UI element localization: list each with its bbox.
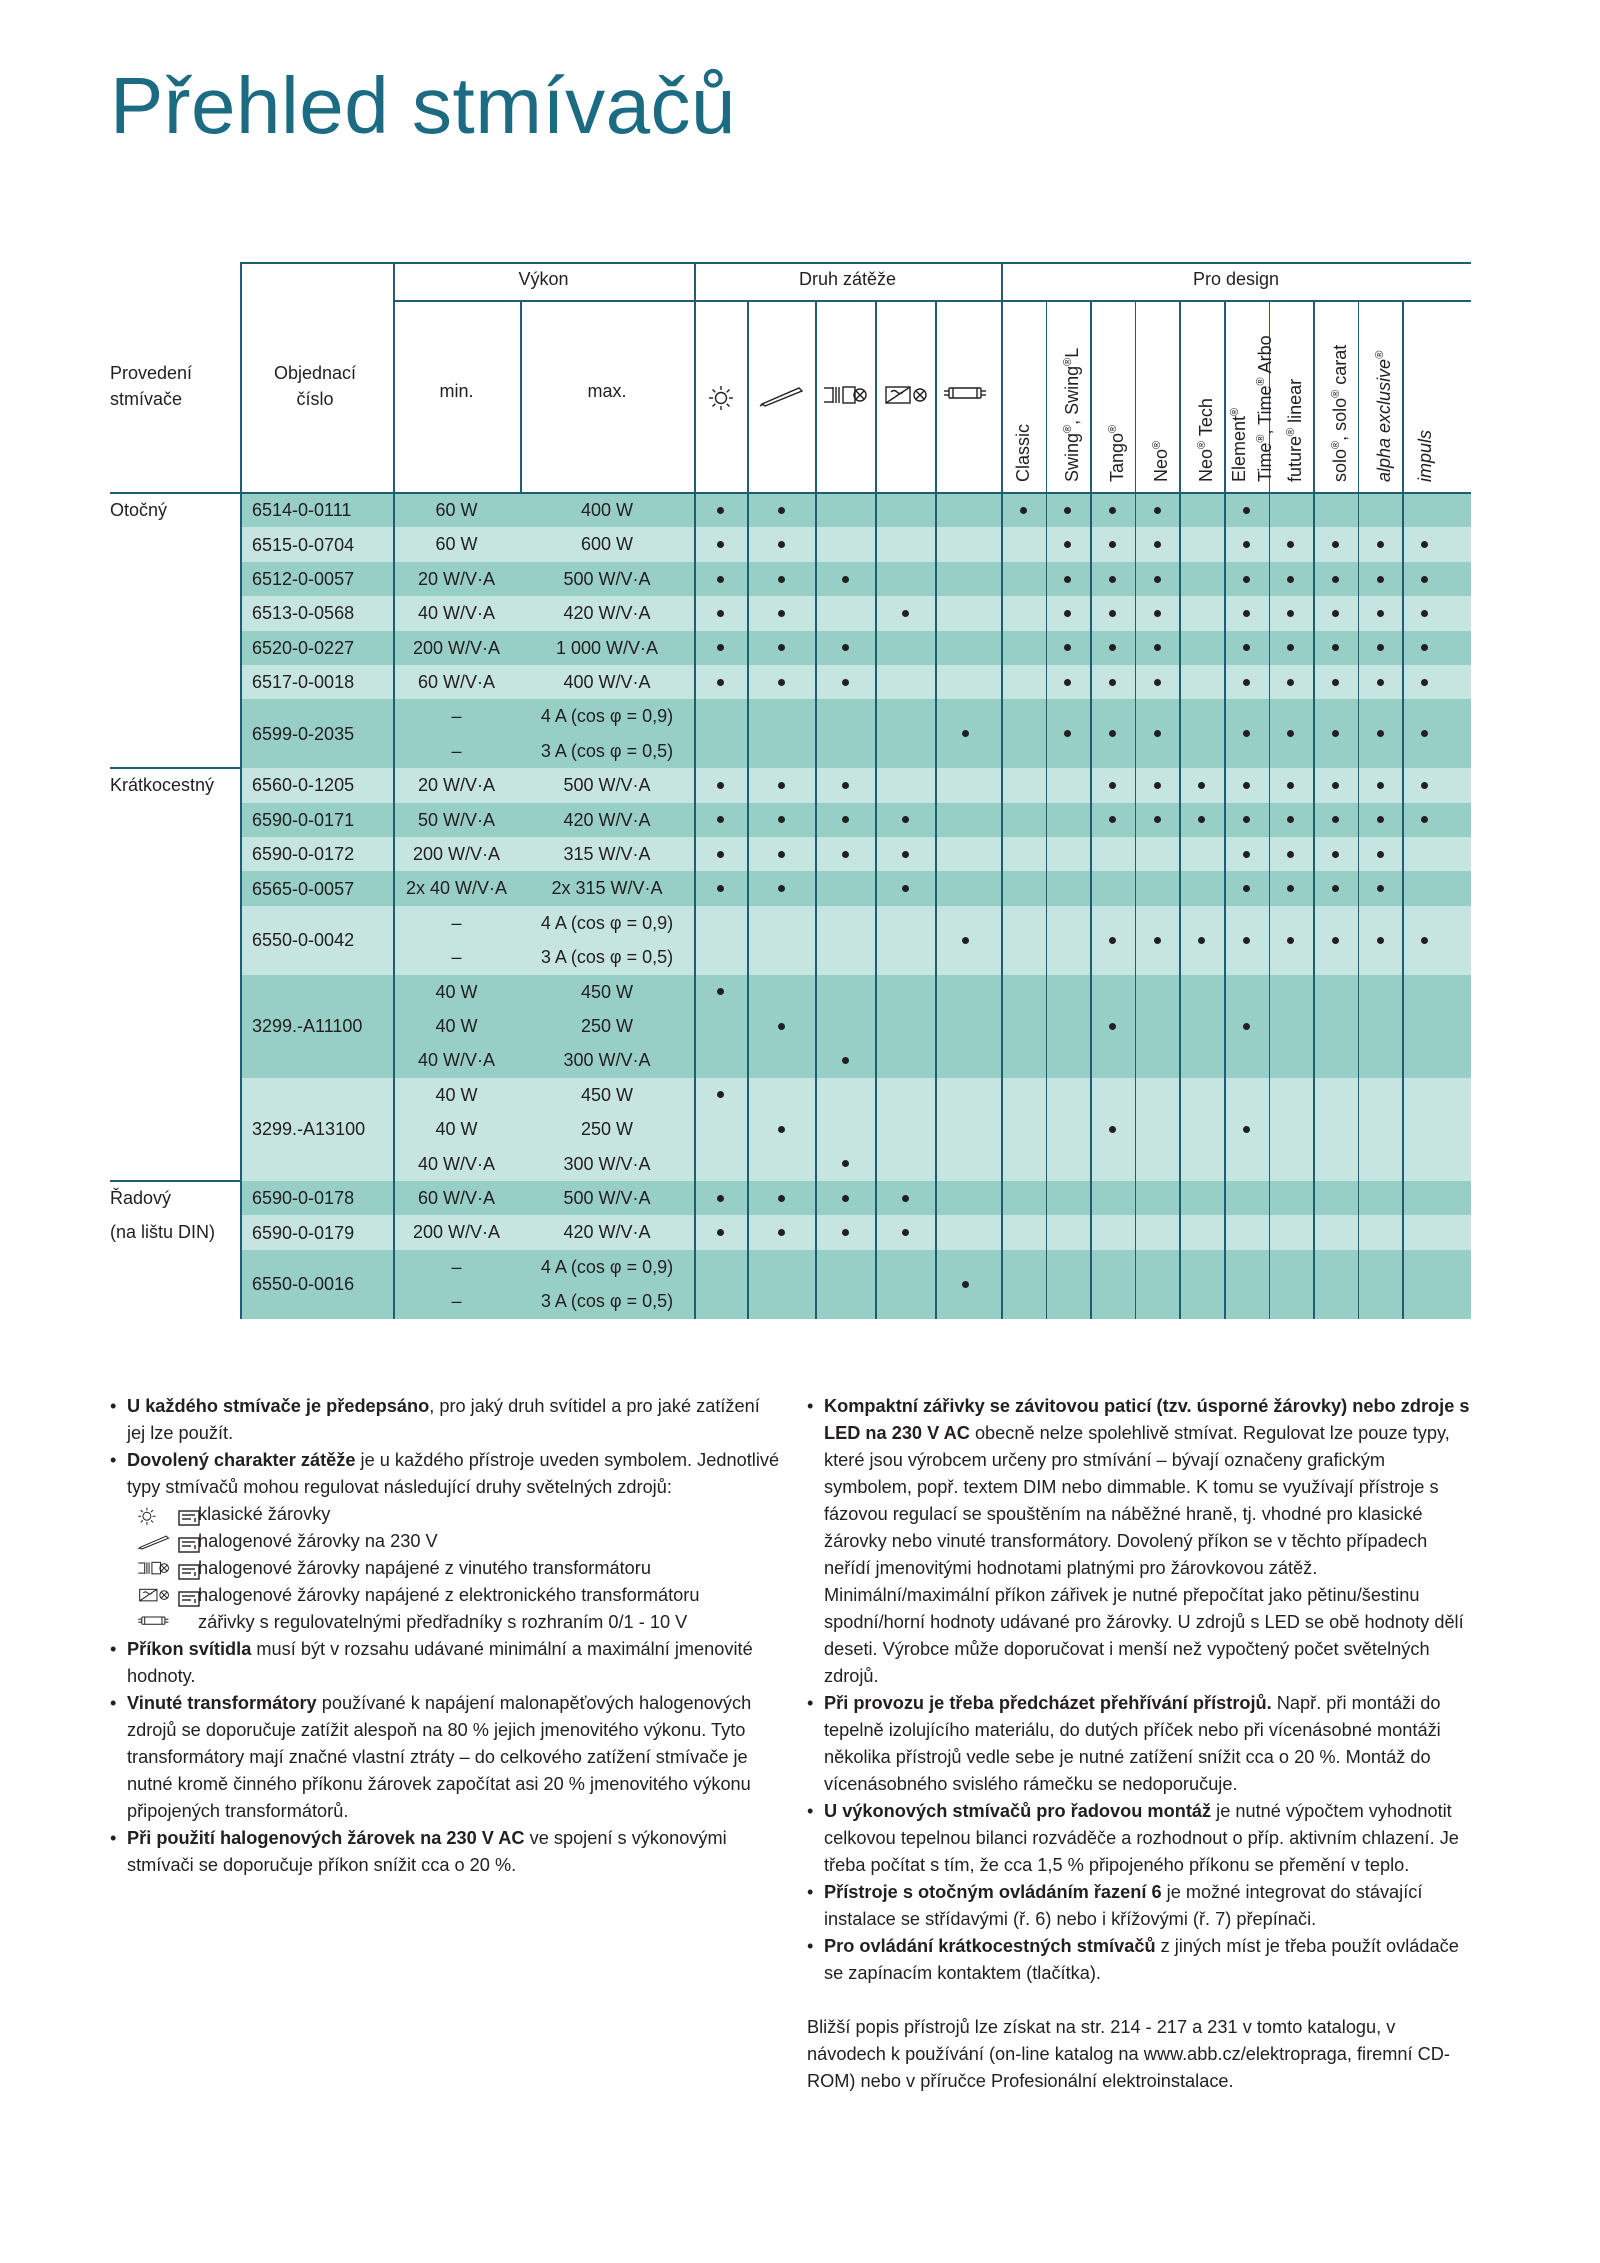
legend-item (110, 1528, 780, 1555)
note-item (110, 1636, 780, 1690)
load-marker (842, 851, 849, 858)
design-marker (1109, 782, 1116, 789)
design-marker (1377, 937, 1384, 944)
design-marker (1377, 679, 1384, 686)
note-text: , pro jaký druh svítidel a pro jaké zatížení jej lze použít. (127, 1396, 760, 1443)
design-marker (1109, 679, 1116, 686)
min-power: 200 W/V·A (412, 637, 501, 658)
type-column-header: Provedení stmívače (110, 363, 193, 409)
design-marker (1243, 541, 1250, 548)
notes-right (807, 1393, 1477, 2095)
design-marker (1332, 576, 1339, 583)
load-marker (717, 576, 724, 583)
design-marker (1377, 610, 1384, 617)
note-item (807, 1690, 1477, 1798)
note-item (807, 1879, 1477, 1933)
order-number: 6517-0-0018 (252, 672, 355, 693)
load-marker (778, 782, 785, 789)
note-text: ve spojení s výkonovými stmívači se doporučuje příkon snížit cca o 20 %. (127, 1828, 727, 1875)
load-marker (717, 851, 724, 858)
catalog-reference: Bližší popis přístrojů lze získat na str. 214 - 217 a 231 v tomto katalogu, v návodech k používání (on-line katalog na www.abb.cz/elektropraga, firemní CD-ROM) nebo v příručce Profesionální elektroinstalace. (807, 2017, 1450, 2091)
min-power: 200 W/V·A (412, 1222, 501, 1243)
design-marker (1243, 782, 1250, 789)
design-marker (1154, 576, 1161, 583)
order-number: 6599-0-2035 (252, 723, 355, 744)
min-power: 60 W/V·A (417, 1188, 496, 1208)
min-power: 40 W/V·A (417, 1050, 496, 1071)
design-marker (1377, 816, 1384, 823)
min-power: 60 W (435, 534, 478, 555)
design-column-header (1369, 351, 1395, 482)
load-marker (902, 610, 909, 617)
column-divider (1402, 300, 1404, 1319)
order-number: 6513-0-0568 (252, 603, 355, 624)
note-item (110, 1447, 780, 1501)
note-bold: Při použití halogenových žárovek na 230 V AC (127, 1828, 525, 1848)
note-text: je nutné výpočtem vyhodnotit celkovou tepelnou bilanci rozváděče a rozhodnout o příp. aktivním chlazení. Je třeba počítat s tím, že cca 1,5 % připojeného příkonu se přemění v teplo. (824, 1801, 1459, 1875)
note-text: Např. při montáži do tepelně izolujícího materiálu, do dutých příček nebo při vícenásobné montáži několika přístrojů vedle sebe je nutné zatížení snížit cca o 20 %. Montáž do vícenásobného svislého rámečku se nedoporučuje. (824, 1693, 1441, 1794)
note-item (110, 1393, 780, 1447)
order-number: 6550-0-0016 (252, 1274, 355, 1295)
min-power: 20 W/V·A (417, 775, 496, 796)
max-power: 420 W/V·A (563, 809, 651, 830)
note-item (807, 1933, 1477, 1987)
order-number: 3299.-A11100 (252, 1016, 363, 1037)
legend-item (110, 1555, 780, 1582)
min-power: – (451, 740, 462, 761)
design-column-header (1012, 424, 1034, 482)
load-marker (962, 730, 969, 737)
note-bold: Přístroje s otočným ovládáním řazení 6 (824, 1882, 1162, 1902)
design-marker (1020, 507, 1027, 514)
order-number: 6560-0-1205 (252, 775, 355, 796)
load-marker (717, 610, 724, 617)
order-number: 6512-0-0057 (252, 569, 355, 589)
design-marker (1421, 937, 1428, 944)
halogen-lamp-icon (759, 385, 803, 412)
design-label-line: Neo® (1151, 440, 1172, 482)
design-marker (1109, 937, 1116, 944)
load-marker (778, 576, 785, 583)
order-number: 6590-0-0171 (252, 809, 355, 830)
design-marker (1154, 816, 1161, 823)
load-marker (962, 937, 969, 944)
load-marker (778, 1195, 785, 1202)
design-marker (1109, 1126, 1116, 1133)
min-power: 20 W/V·A (417, 568, 496, 589)
load-marker (842, 644, 849, 651)
min-power: – (451, 1291, 462, 1312)
load-marker (778, 1023, 785, 1030)
column-divider (1313, 300, 1315, 1319)
design-marker (1154, 730, 1161, 737)
load-marker (842, 1195, 849, 1202)
load-marker (842, 782, 849, 789)
max-power: 400 W/V·A (563, 672, 651, 692)
design-marker (1154, 507, 1161, 514)
load-marker (778, 644, 785, 651)
group-separator (110, 767, 240, 769)
design-marker (1332, 782, 1339, 789)
min-power: 50 W/V·A (417, 809, 496, 830)
order-number: 6590-0-0179 (252, 1222, 355, 1243)
design-column-header (1280, 379, 1306, 482)
min-column-header: min. (439, 381, 474, 401)
design-marker (1377, 730, 1384, 737)
design-marker (1109, 610, 1116, 617)
max-power: 450 W (580, 981, 634, 1002)
dimmer-type-sublabel: (na lištu DIN) (110, 1222, 216, 1243)
order-number: 6514-0-0111 (252, 500, 352, 521)
table-top-rule (240, 262, 1471, 264)
design-marker (1154, 610, 1161, 617)
note-bold: Kompaktní zářivky se závitovou paticí (tzv. úsporné žárovky) nebo zdroje s LED na 230 V AC (824, 1396, 1470, 1443)
min-power: 60 W (435, 500, 478, 520)
note-item (110, 1690, 780, 1825)
wound-transformer-icon (823, 385, 867, 410)
max-power: 315 W/V·A (563, 844, 651, 864)
load-marker (902, 1195, 909, 1202)
order-column-header: Objednací číslo (273, 363, 357, 409)
max-power: 3 A (cos φ = 0,5) (540, 740, 674, 761)
load-marker (778, 1126, 785, 1133)
min-power: 200 W/V·A (412, 844, 501, 864)
max-power: 420 W/V·A (563, 1222, 651, 1243)
note-bold: Při provozu je třeba předcházet přehřívání přístrojů. (824, 1693, 1272, 1713)
design-label-line: Classic (1013, 423, 1034, 482)
design-marker (1109, 507, 1116, 514)
design-label-line: Time®, Time® Arbo (1255, 335, 1276, 482)
column-divider (1090, 300, 1092, 1319)
design-marker (1243, 851, 1250, 858)
design-label-line: Swing®, Swing®L (1061, 347, 1082, 482)
design-marker (1421, 679, 1428, 686)
design-column-header (1102, 425, 1128, 482)
design-column-header (1325, 345, 1351, 482)
group-separator (110, 1180, 240, 1182)
min-power: 40 W (435, 1016, 478, 1036)
note-bold: U každého stmívače je předepsáno (127, 1396, 430, 1416)
design-marker (1377, 644, 1384, 651)
note-bold: U výkonových stmívačů pro řadovou montáž (824, 1801, 1212, 1821)
load-marker (902, 1229, 909, 1236)
design-marker (1198, 937, 1205, 944)
design-marker (1064, 576, 1071, 583)
legend-text: zářivky s regulovatelnými předřadníky s rozhraním 0/1 - 10 V (198, 1612, 688, 1632)
design-label-line: Tango® (1106, 424, 1127, 482)
load-marker (842, 679, 849, 686)
design-marker (1154, 782, 1161, 789)
design-marker (1109, 576, 1116, 583)
load-marker (778, 507, 785, 514)
load-marker (778, 1229, 785, 1236)
order-number: 6565-0-0057 (252, 878, 355, 899)
design-marker (1377, 782, 1384, 789)
min-power: – (451, 912, 462, 933)
load-marker (842, 816, 849, 823)
fluorescent-tube-icon (943, 385, 987, 406)
note-bold: Pro ovládání krátkocestných stmívačů (824, 1936, 1156, 1956)
note-bold: Dovolený charakter zátěže (127, 1450, 356, 1470)
dimmer-type-label: Řadový (110, 1188, 172, 1208)
load-marker (778, 851, 785, 858)
column-divider (1358, 300, 1360, 1319)
min-power: – (451, 706, 462, 727)
design-marker (1154, 644, 1161, 651)
order-number: 6520-0-0227 (252, 637, 355, 658)
max-power: 4 A (cos φ = 0,9) (540, 1256, 674, 1277)
load-marker (717, 1195, 724, 1202)
legend-item (110, 1501, 780, 1528)
note-item (110, 1825, 780, 1879)
max-power: 500 W/V·A (563, 1188, 651, 1208)
design-marker (1377, 576, 1384, 583)
note-text: používané k napájení malonapěťových halogenových zdrojů se doporučuje zatížit alespoň na 80 % jejich jmenovitého výkonu. Tyto transformátory mají značné vlastní ztráty – do celkového zatížení stmívače je nutné kromě činného příkonu žárovek započítat asi 20 % jmenovitého výkonu připojených transformátorů. (127, 1693, 752, 1821)
max-power: 3 A (cos φ = 0,5) (540, 1291, 674, 1312)
column-divider (393, 262, 395, 1319)
max-power: 250 W (580, 1016, 634, 1036)
load-group-header: Druh zátěže (798, 269, 897, 289)
note-text: z jiných míst je třeba použít ovládače se zapínacím kontaktem (tlačítka). (824, 1936, 1459, 1983)
design-marker (1377, 851, 1384, 858)
column-divider (875, 300, 877, 1319)
legend-text: halogenové žárovky napájené z vinutého transformátoru (198, 1558, 651, 1578)
load-marker (842, 1229, 849, 1236)
bulb-icon (699, 385, 743, 416)
column-divider (935, 300, 937, 1319)
max-power: 420 W/V·A (563, 603, 651, 624)
max-power: 4 A (cos φ = 0,9) (540, 912, 674, 933)
load-marker (842, 1160, 849, 1167)
max-power: 400 W (580, 500, 634, 520)
design-marker (1154, 679, 1161, 686)
design-label-line: alpha exclusive® (1374, 350, 1395, 482)
max-power: 250 W (580, 1119, 634, 1140)
max-power: 450 W (580, 1084, 634, 1105)
min-power: 40 W (435, 1119, 478, 1140)
note-text: obecně nelze spolehlivě stmívat. Regulovat lze pouze typy, které jsou výrobcem určeny pro stmívání – bývají označeny grafickým symbolem, popř. textem DIM nebo dimmable. K tomu se využívají přístroje s fázovou regulací se spouštěním na náběžné hraně, tj. vhodné pro klasické žárovky nebo vinuté transformátory. Dovolený příkon se v těchto případech neřídí jmenovitými hodnotami platnými pro žárovkovou zátěž. Minimální/maximální příkon zářivek je nutné přepočítat jako pětinu/šestinu spodní/horní hodnoty udávané pro žárovky. U zdrojů s LED se obě hodnoty dělí deseti. Výrobce může doporučovat i menší než vypočtený počet světelných zdrojů. (824, 1423, 1464, 1686)
column-divider (1046, 300, 1048, 1319)
order-number: 6590-0-0172 (252, 844, 355, 865)
load-marker (717, 782, 724, 789)
max-power: 4 A (cos φ = 0,9) (540, 706, 674, 727)
design-marker (1377, 885, 1384, 892)
load-marker (778, 679, 785, 686)
page-title: Přehled stmívačů (110, 61, 737, 150)
design-marker (1109, 1023, 1116, 1030)
design-marker (1243, 610, 1250, 617)
min-power: 60 W/V·A (417, 672, 496, 692)
design-marker (1377, 541, 1384, 548)
legend-text: halogenové žárovky na 230 V (198, 1531, 438, 1551)
min-power: 40 W (435, 981, 478, 1002)
note-text: je u každého přístroje uveden symbolem. Jednotlivé typy stmívačů mohou regulovat následující druhy světelných zdrojů: (127, 1450, 780, 1497)
max-column-header: max. (587, 381, 627, 401)
load-marker (962, 1281, 969, 1288)
load-marker (902, 885, 909, 892)
design-column-header (1414, 430, 1436, 482)
design-marker (1243, 507, 1250, 514)
design-label-line: Neo® Tech (1195, 398, 1216, 482)
dimmer-type-label: Krátkocestný (110, 775, 215, 796)
legend-item (110, 1582, 780, 1609)
legend-item (110, 1609, 780, 1636)
note-item (807, 1798, 1477, 1879)
design-column-header (1146, 441, 1172, 482)
design-column-header (1191, 398, 1217, 482)
order-number: 6590-0-0178 (252, 1188, 355, 1209)
min-power: 40 W/V·A (417, 1153, 496, 1174)
column-divider (1179, 300, 1181, 1319)
note-bold: Vinuté transformátory (127, 1693, 317, 1713)
header-bottom-rule (110, 492, 1471, 494)
max-power: 500 W/V·A (563, 568, 651, 589)
column-divider (1135, 300, 1137, 1319)
design-group-header: Pro design (1192, 269, 1280, 289)
order-number: 6515-0-0704 (252, 534, 355, 555)
column-divider (747, 300, 749, 1319)
max-power: 500 W/V·A (563, 775, 651, 796)
design-marker (1332, 679, 1339, 686)
design-label-line: Element® (1229, 407, 1250, 482)
note-item (807, 1393, 1477, 1690)
design-marker (1243, 679, 1250, 686)
load-marker (842, 576, 849, 583)
min-power: 40 W (435, 1084, 478, 1105)
design-marker (1332, 610, 1339, 617)
column-divider (815, 300, 817, 1319)
column-divider (1001, 262, 1003, 1319)
note-text: je možné integrovat do stávající instalace se střídavými (ř. 6) nebo i křížovými (ř. 7) přepínači. (824, 1882, 1423, 1929)
load-marker (778, 885, 785, 892)
notes-left (110, 1393, 780, 1879)
load-marker (717, 679, 724, 686)
load-symbol-legend (110, 1501, 780, 1636)
design-marker (1243, 576, 1250, 583)
order-number: 6550-0-0042 (252, 930, 355, 951)
design-marker (1421, 576, 1428, 583)
min-power: – (451, 1256, 462, 1277)
dimmer-type-label: Otočný (110, 500, 168, 520)
note-text: musí být v rozsahu udávané minimální a maximální jmenovité hodnoty. (127, 1639, 753, 1686)
min-power: – (451, 947, 462, 968)
design-label-line: solo®, solo® carat (1329, 344, 1350, 482)
design-marker (1154, 541, 1161, 548)
max-power: 2x 315 W/V·A (551, 878, 663, 899)
load-marker (717, 507, 724, 514)
max-power: 300 W/V·A (563, 1050, 651, 1071)
design-marker (1332, 937, 1339, 944)
max-power: 1 000 W/V·A (555, 637, 659, 658)
design-marker (1243, 1126, 1250, 1133)
max-power: 300 W/V·A (563, 1153, 651, 1174)
column-divider (240, 262, 242, 1319)
load-marker (778, 610, 785, 617)
load-marker (902, 816, 909, 823)
max-power: 3 A (cos φ = 0,5) (540, 947, 674, 968)
design-column-header (1057, 348, 1083, 482)
legend-text: klasické žárovky (198, 1504, 331, 1524)
column-divider (694, 262, 696, 1319)
min-power: 40 W/V·A (417, 603, 496, 624)
legend-text: halogenové žárovky napájené z elektronického transformátoru (198, 1585, 700, 1605)
max-power: 600 W (580, 534, 634, 555)
design-marker (1243, 937, 1250, 944)
design-marker (1243, 1023, 1250, 1030)
design-label-line: future® linear (1284, 378, 1305, 482)
design-label-line: impuls (1414, 429, 1435, 482)
note-bold: Příkon svítidla (127, 1639, 252, 1659)
group-header-rule (393, 300, 1471, 302)
design-marker (1243, 885, 1250, 892)
design-marker (1332, 851, 1339, 858)
load-marker (778, 816, 785, 823)
electronic-transformer-icon (883, 385, 927, 410)
load-marker (842, 1057, 849, 1064)
order-number: 3299.-A13100 (252, 1119, 366, 1140)
design-column-header (1224, 335, 1276, 482)
power-group-header: Výkon (518, 269, 569, 289)
min-power: 2x 40 W/V·A (405, 878, 508, 899)
design-marker (1154, 937, 1161, 944)
design-marker (1287, 576, 1294, 583)
load-marker (902, 851, 909, 858)
load-marker (778, 541, 785, 548)
